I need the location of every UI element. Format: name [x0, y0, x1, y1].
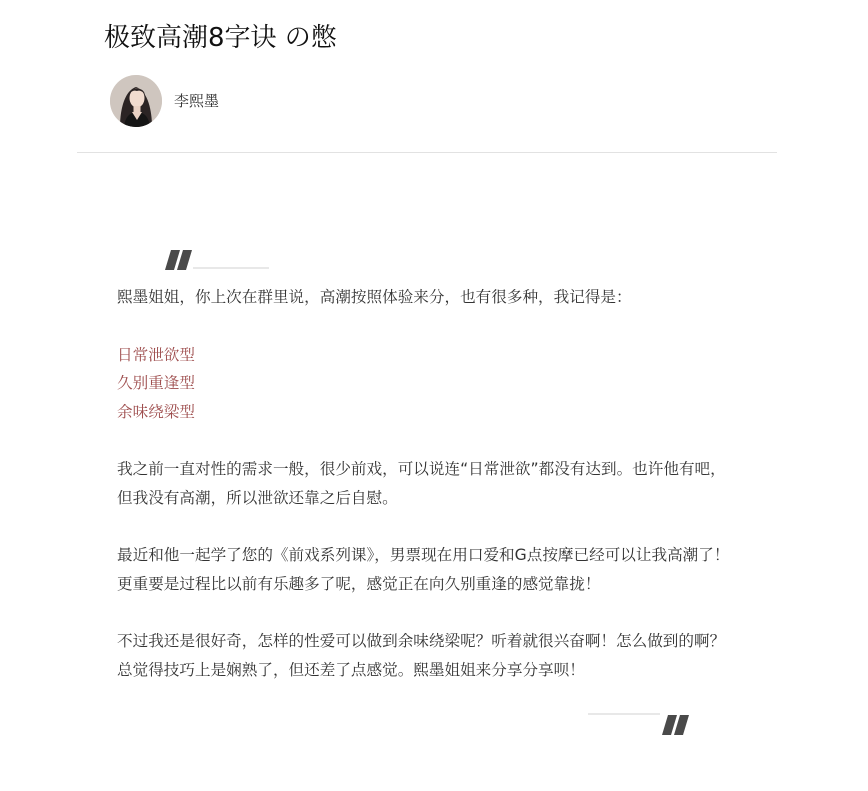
quoted-letter — [117, 283, 737, 684]
header-divider — [77, 152, 777, 153]
article-title: 极致高潮8字诀 の憋 — [104, 23, 337, 53]
orgasm-type-item: 日常泄欲型 — [117, 345, 195, 364]
letter-paragraph: 不过我还是很好奇，怎样的性爱可以做到余味绕梁呢？听着就很兴奋啊！怎么做到的啊？总觉得技巧上是娴熟了，但还差了点感觉。熙墨姐姐来分享分享呗！ — [117, 632, 726, 679]
open-quote-icon — [163, 250, 273, 274]
author-info[interactable] — [110, 75, 219, 127]
avatar-portrait-icon — [110, 75, 162, 127]
letter-paragraph: 最近和他一起学了您的《前戏系列课》，男票现在用口爱和G点按摩已经可以让我高潮了！更重要是过程比以前有乐趣多了呢，感觉正在向久别重逢的感觉靠拢！ — [117, 546, 730, 593]
orgasm-type-item: 余味绕梁型 — [117, 402, 195, 421]
orgasm-type-item: 久别重逢型 — [117, 374, 195, 392]
close-quote-icon — [588, 711, 693, 735]
author-avatar[interactable] — [110, 75, 162, 127]
author-name[interactable]: 李熙墨 — [174, 92, 220, 110]
letter-paragraph: 我之前一直对性的需求一般，很少前戏，可以说连“日常泄欲”都没有达到。也许他有吧，但我没有高潮，所以泄欲还靠之后自慰。 — [117, 460, 726, 507]
letter-intro: 熙墨姐姐，你上次在群里说，高潮按照体验来分，也有很多种，我记得是： — [117, 288, 632, 306]
